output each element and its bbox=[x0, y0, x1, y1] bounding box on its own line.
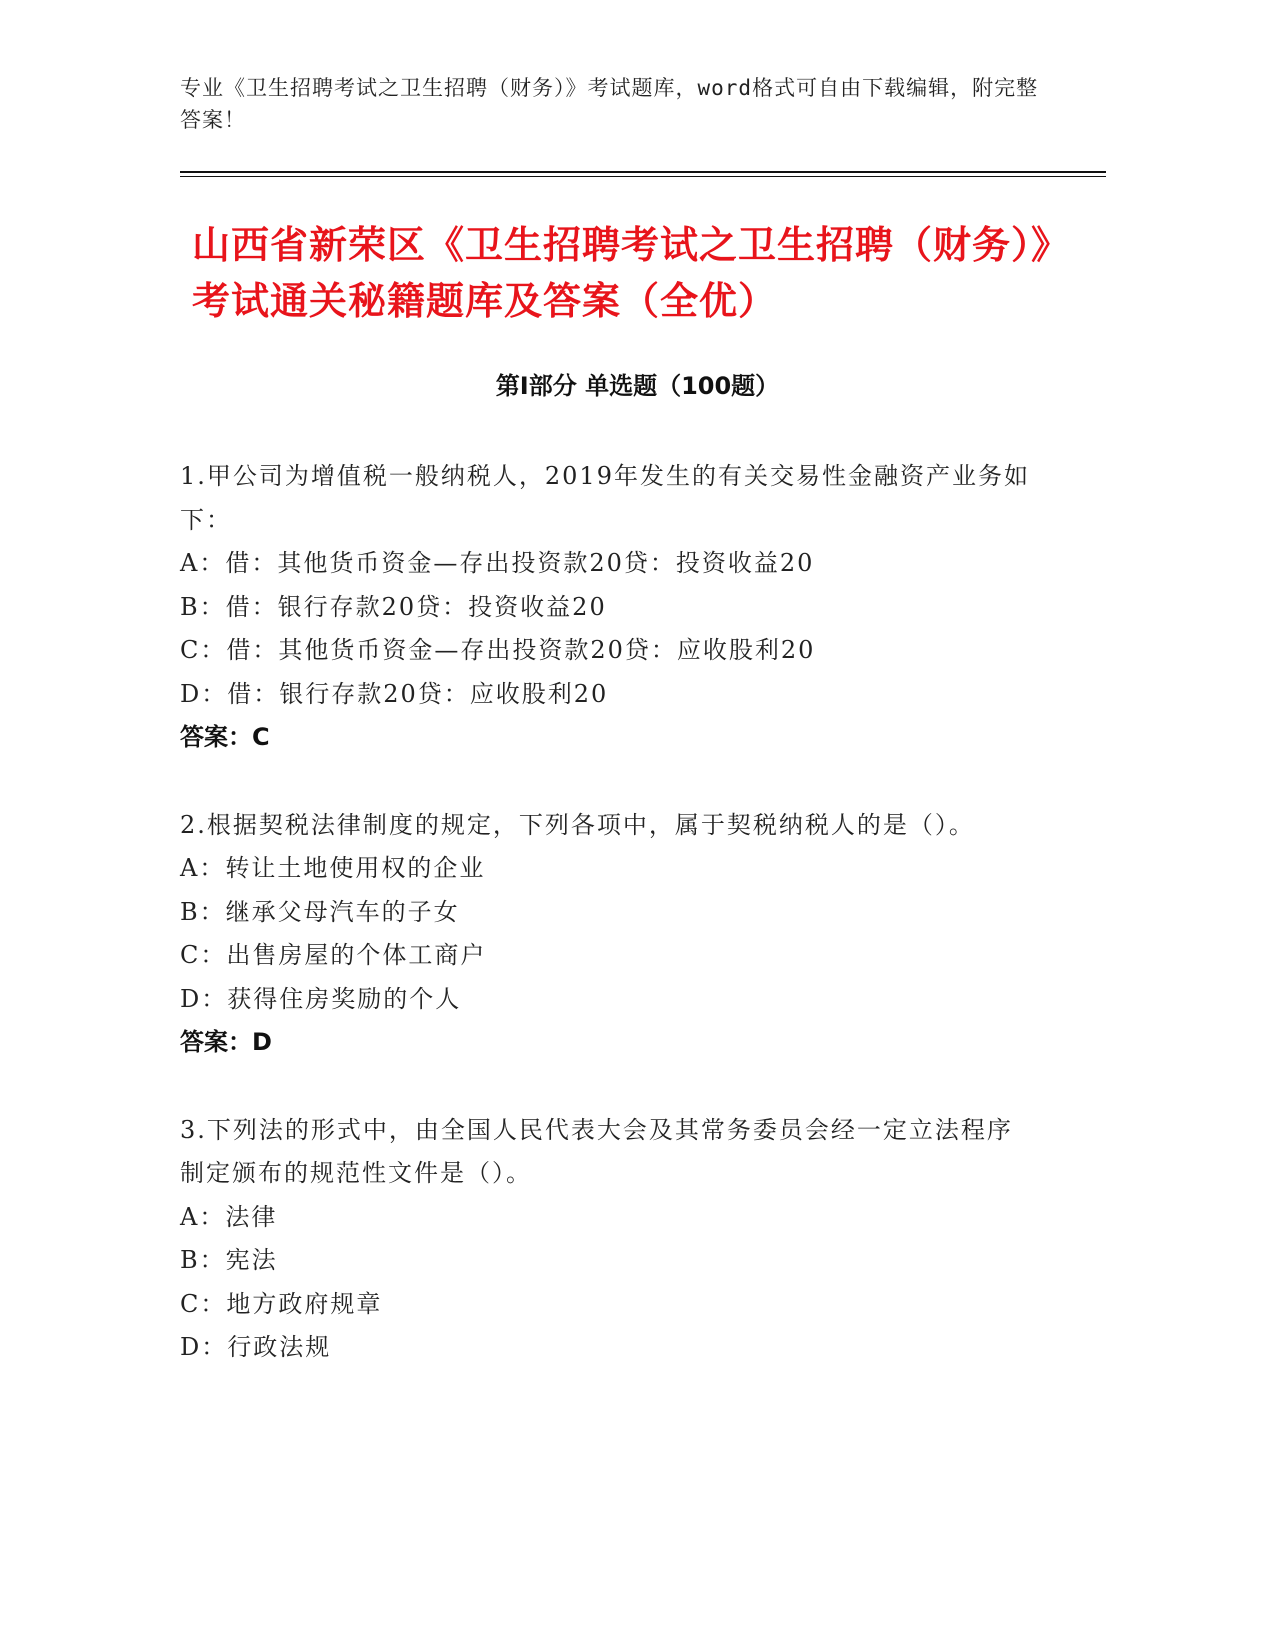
option-c: C：地方政府规章 bbox=[180, 1289, 383, 1318]
section-title: 第I部分 单选题（100题） bbox=[495, 372, 780, 400]
option-c: C：出售房屋的个体工商户 bbox=[180, 941, 487, 969]
option-d: D：行政法规 bbox=[180, 1333, 332, 1361]
option-d: D：借：银行存款20贷：应收股利20 bbox=[180, 679, 609, 708]
option-a: A：法律 bbox=[180, 1202, 278, 1231]
header-note: 专业《卫生招聘考试之卫生招聘（财务）》考试题库，word格式可自由下载编辑，附完整答案！ bbox=[180, 76, 1039, 132]
option-b: B：继承父母汽车的子女 bbox=[180, 897, 460, 926]
answer-label: 答案：D bbox=[180, 1028, 272, 1056]
option-c: C：借：其他货币资金—存出投资款20贷：应收股利20 bbox=[180, 636, 816, 664]
option-b: B：宪法 bbox=[180, 1246, 278, 1274]
header-rule-thick bbox=[180, 171, 1106, 173]
question-stem: 1.甲公司为增值税一般纳税人，2019年发生的有关交易性金融资产业务如下： bbox=[180, 462, 1030, 534]
question-1 bbox=[180, 455, 1030, 760]
option-d: D：获得住房奖励的个人 bbox=[180, 984, 462, 1013]
question-stem: 3.下列法的形式中，由全国人民代表大会及其常务委员会经一定立法程序制定颁布的规范性文件是（）。 bbox=[180, 1115, 1013, 1187]
option-b: B：借：银行存款20贷：投资收益20 bbox=[180, 592, 607, 621]
answer-label: 答案：C bbox=[180, 723, 270, 751]
option-a: A：转让土地使用权的企业 bbox=[180, 854, 486, 882]
header-rule-thin bbox=[180, 176, 1106, 177]
question-stem: 2.根据契税法律制度的规定，下列各项中，属于契税纳税人的是（）。 bbox=[180, 810, 975, 839]
question-3 bbox=[180, 1109, 1030, 1370]
question-2 bbox=[180, 804, 1030, 1065]
document-title: 山西省新荣区《卫生招聘考试之卫生招聘（财务）》考试通关秘籍题库及答案（全优） bbox=[192, 223, 1071, 323]
question-list bbox=[180, 455, 1030, 1414]
option-a: A：借：其他货币资金—存出投资款20贷：投资收益20 bbox=[180, 549, 815, 577]
